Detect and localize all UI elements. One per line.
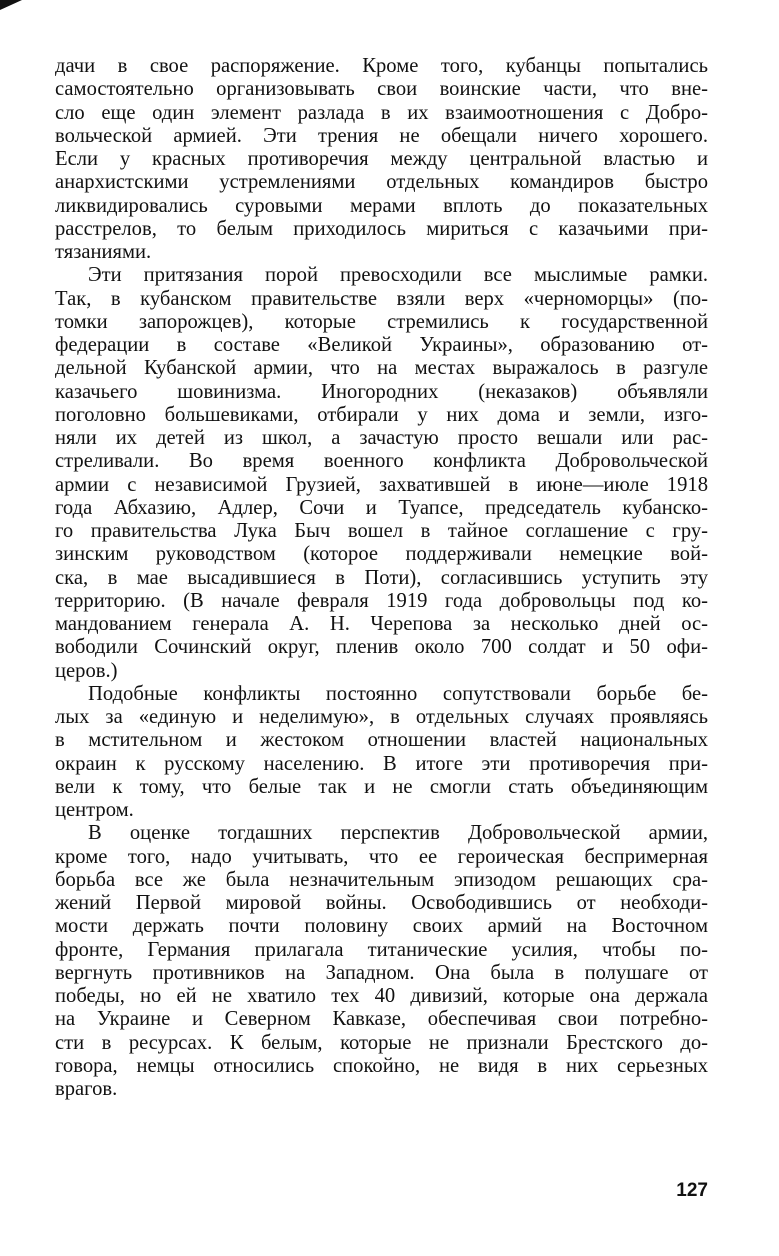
text-line: ска, в мае высадившиеся в Поти), согласившись уступить эту: [55, 566, 708, 589]
text-line: центром.: [55, 799, 134, 821]
text-line: томки запорожцев), которые стремились к государственной: [55, 310, 708, 333]
text-line: армии с независимой Грузией, захватившей в июне—июле 1918: [55, 473, 708, 496]
text-line: борьба все же была незначительным эпизодом решающих сра-: [55, 868, 708, 891]
text-line: Если у красных противоречия между центральной властью и: [55, 148, 708, 170]
scan-corner-mark: [0, 0, 22, 10]
text-line: жений Первой мировой войны. Освободившись от необходи-: [55, 892, 708, 914]
text-line: анархистскими устремлениями отдельных командиров быстро: [55, 171, 708, 194]
text-line: сло еще один элемент разлада в их взаимоотношения с Добро-: [55, 101, 708, 124]
text-line: территорию. (В начале февраля 1919 года добровольцы под ко-: [55, 589, 708, 612]
page-number: 127: [676, 1180, 708, 1201]
body-text: [55, 55, 708, 1101]
text-line: сти в ресурсах. К белым, которые не признали Брестского до-: [55, 1031, 708, 1054]
paragraph: [55, 822, 708, 1101]
text-line: федерации в составе «Великой Украины», образованию от-: [55, 334, 708, 356]
text-line: В оценке тогдашних перспектив Добровольческой армии,: [88, 822, 708, 845]
text-line: врагов.: [55, 1078, 118, 1100]
text-line: говора, немцы относились спокойно, не видя в них серьезных: [55, 1054, 708, 1077]
text-line: казачьего шовинизма. Иногородних (неказаков) объявляли: [55, 380, 708, 403]
text-line: мандованием генерала А. Н. Черепова за несколько дней ос-: [55, 613, 708, 635]
text-line: мости держать почти половину своих армий на Восточном: [55, 915, 708, 938]
text-line: лых за «единую и неделимую», в отдельных случаях проявляясь: [55, 706, 708, 728]
text-line: дельной Кубанской армии, что на местах выражалось в разгуле: [55, 357, 708, 380]
text-line: Эти притязания порой превосходили все мыслимые рамки.: [88, 264, 708, 287]
text-line: зинским руководством (которое поддерживали немецкие вой-: [55, 543, 708, 566]
text-line: кроме того, надо учитывать, что ее героическая беспримерная: [55, 845, 708, 868]
text-line: поголовно большевиками, отбирали у них дома и земли, изго-: [55, 403, 708, 426]
text-line: го правительства Лука Быч вошел в тайное соглашение с гру-: [55, 520, 708, 542]
text-line: года Абхазию, Адлер, Сочи и Туапсе, председатель кубанско-: [55, 496, 708, 519]
text-line: победы, но ей не хватило тех 40 дивизий, которые она держала: [55, 985, 708, 1007]
text-line: фронте, Германия прилагала титанические усилия, чтобы по-: [55, 938, 708, 961]
text-line: дачи в свое распоряжение. Кроме того, кубанцы попытались: [55, 55, 708, 77]
text-line: окраин к русскому населению. В итоге эти противоречия при-: [55, 752, 708, 775]
paragraph: [55, 55, 708, 264]
text-line: Так, в кубанском правительстве взяли верх «черноморцы» (по-: [55, 287, 708, 310]
text-line: вольческой армией. Эти трения не обещали ничего хорошего.: [55, 124, 708, 147]
text-line: самостоятельно организовывать свои воинские части, что вне-: [55, 78, 708, 101]
text-line: вергнуть противников на Западном. Она была в полушаге от: [55, 961, 708, 984]
text-line: тязаниями.: [55, 241, 152, 263]
text-line: ликвидировались суровыми мерами вплоть до показательных: [55, 194, 708, 217]
text-line: расстрелов, то белым приходилось мириться с казачьими при-: [55, 217, 708, 240]
text-line: вели к тому, что белые так и не смогли стать объединяющим: [55, 775, 708, 798]
text-line: няли их детей из школ, а зачастую просто вешали или рас-: [55, 427, 708, 449]
text-line: на Украине и Северном Кавказе, обеспечивая свои потребно-: [55, 1008, 708, 1031]
text-line: в мстительном и жестоком отношении властей национальных: [55, 729, 708, 752]
text-line: вободили Сочинский округ, пленив около 700 солдат и 50 офи-: [55, 636, 708, 659]
text-line: Подобные конфликты постоянно сопутствовали борьбе бе-: [88, 682, 708, 705]
paragraph: [55, 683, 708, 823]
paragraph: [55, 264, 708, 683]
text-line: стреливали. Во время военного конфликта Добровольческой: [55, 450, 708, 473]
text-line: церов.): [55, 659, 118, 682]
